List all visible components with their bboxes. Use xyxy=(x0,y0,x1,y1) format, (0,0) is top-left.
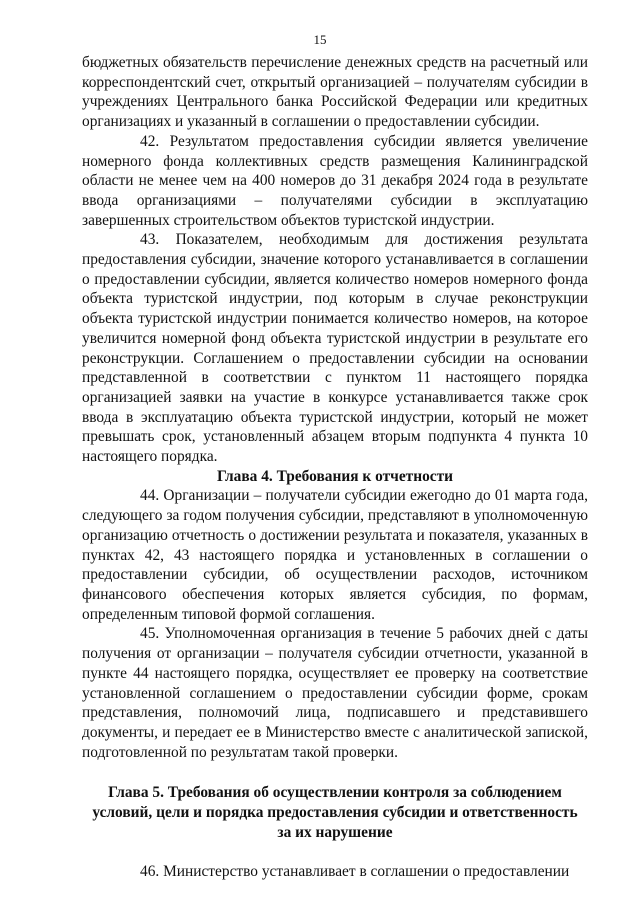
chapter-5-heading-line-2: условий, цели и порядка предоставления субсидии и ответственность xyxy=(92,804,578,822)
chapter-5-heading xyxy=(82,783,588,842)
paragraph-45: 45. Уполномоченная организация в течение 5 рабочих дней с даты получения от организации – получателя субсидии отчетности, указанной в пункте 44 настоящего порядка, осуществляет ее проверку на соответствие установленной соглашением о предоставлении субсидии форме, срокам представления, полномочий лица, подписавшего и представившего документы, и передает ее в Министерство вместе с аналитической запиской, подготовленной по результатам такой проверки. xyxy=(82,625,588,761)
chapter-4-heading: Глава 4. Требования к отчетности xyxy=(216,467,454,485)
chapter-5-heading-line-1: Глава 5. Требования об осуществлении контроля за соблюдением xyxy=(108,784,562,802)
document-body xyxy=(82,53,588,882)
chapter-5-heading-line-3: за их нарушение xyxy=(277,823,393,841)
paragraph-42: 42. Результатом предоставления субсидии является увеличение номерного фонда коллективных средств размещения Калининградской области не менее чем на 400 номеров до 31 декабря 2024 года в результате ввода организациями – получателями субсидии в эксплуатацию завершенных строительством объектов туристской индустрии. xyxy=(82,132,588,229)
paragraph-44: 44. Организации – получатели субсидии ежегодно до 01 марта года, следующего за годом получения субсидии, представляют в уполномоченную организацию отчетность о достижении результата и показателя, указанных в пунктах 42, 43 настоящего порядка и установленных в соглашении о предоставлении субсидии, об осуществлении расходов, источником финансового обеспечения которых является субсидия, по формам, определенным типовой формой соглашения. xyxy=(82,487,588,623)
paragraph-46: 46. Министерство устанавливает в соглашении о предоставлении xyxy=(140,863,570,881)
paragraph-43: 43. Показателем, необходимым для достижения результата предоставления субсидии, значение которого устанавливается в соглашении о предоставлении субсидии, является количество номеров номерного фонда объекта туристской индустрии, под которым в случае реконструкции объекта туристской индустрии понимается количество номеров, на которое увеличится номерной фонд объекта туристской индустрии в результате его реконструкции. Соглашением о предоставлении субсидии на основании представленной в соответствии с пунктом 11 настоящего порядка организацией заявки на участие в конкурсе устанавливается также срок ввода в эксплуатацию объекта туристской индустрии, который не может превышать срок, установленный абзацем вторым подпункта 4 пункта 10 настоящего порядка. xyxy=(82,231,588,466)
page-number: 15 xyxy=(313,32,327,47)
paragraph-continuation: бюджетных обязательств перечисление денежных средств на расчетный или корреспондентский счет, открытый организацией – получателям субсидии в учреждениях Центрального банка Российской Федерации или кредитных организациях и указанный в соглашении о предоставлении субсидии. xyxy=(82,54,588,131)
